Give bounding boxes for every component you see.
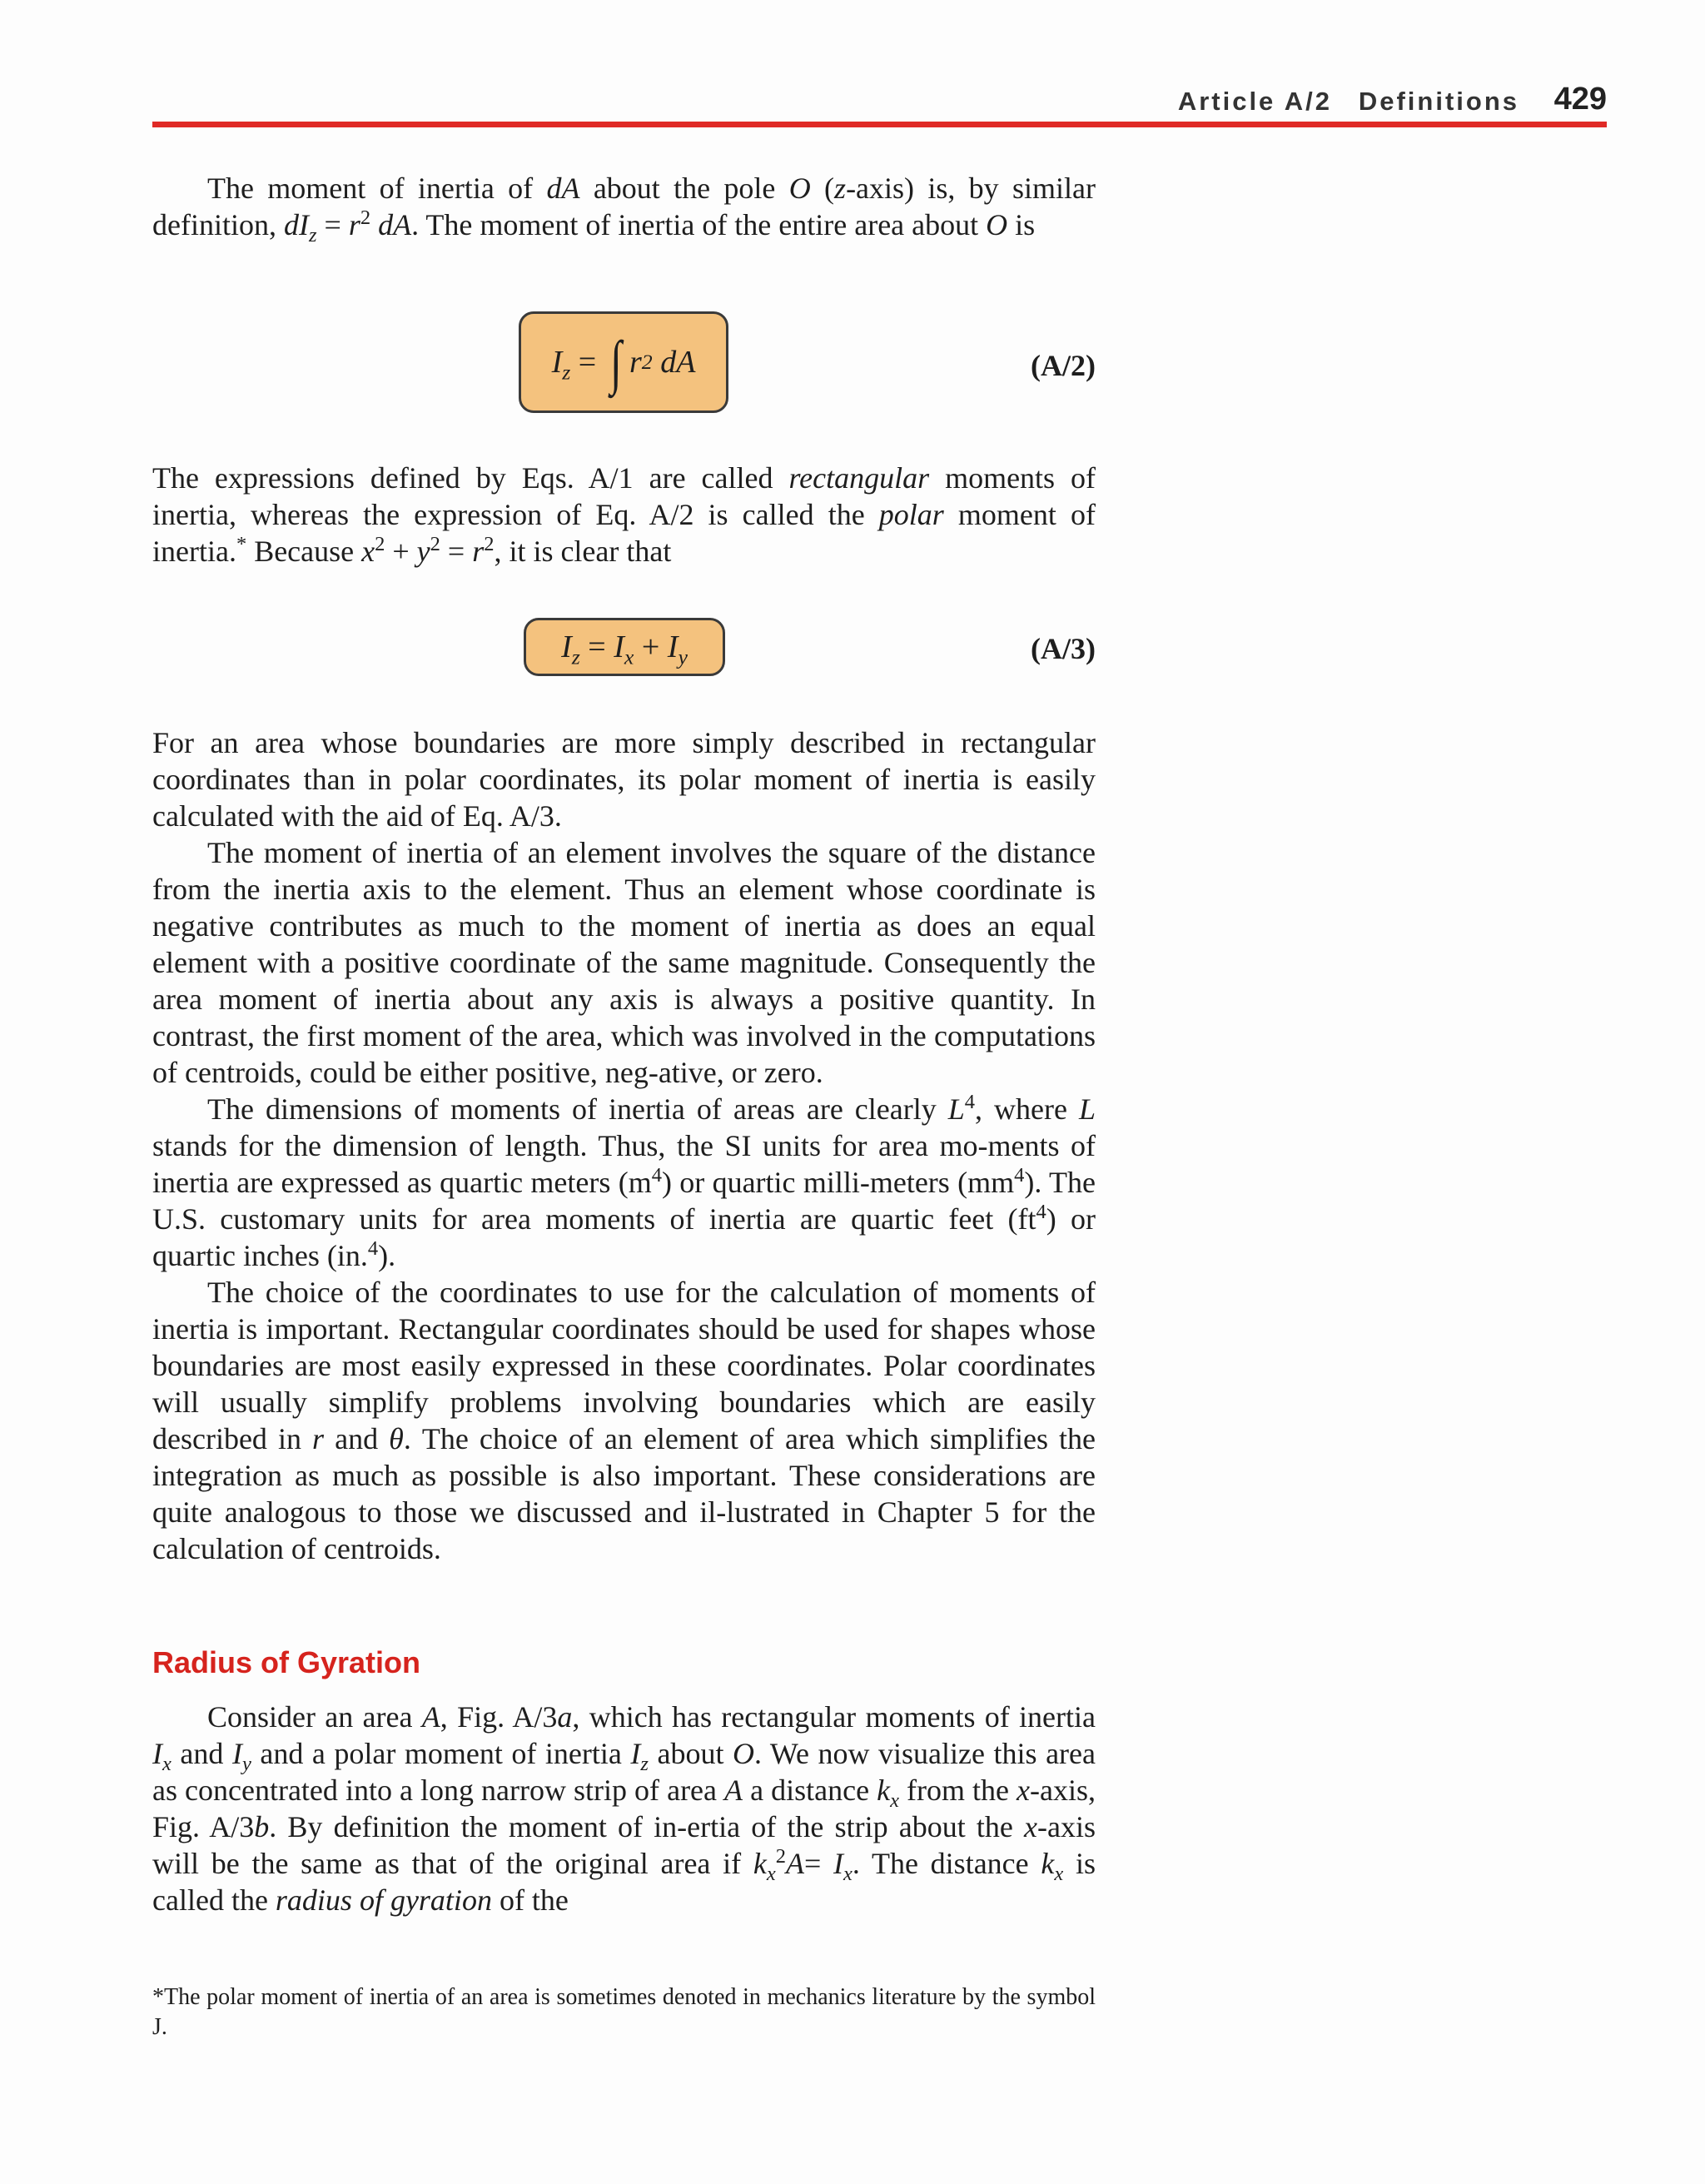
paragraph-text: The moment of inertia of dA about the pole O (z-axis) is, by similar definition, $dI_z = r^2$ dA. The moment of inertia of the entire area about O is (152, 172, 1096, 247)
header-rule (152, 122, 1607, 127)
paragraph-text: The choice of the coordinates to use for the calculation of moments of inertia is important. Rectangular coordinates should be used for shapes whose boundaries are most easily expressed in these coordinates. Polar coordinates will usually simplify problems involving boundaries which are easily described in r and θ. The choice of an element of area which simplifies the integration as much as possible is also important. These considerations are quite analogous to those we discussed and il-lustrated in Chapter 5 for the calculation of centroids. (152, 1276, 1096, 1565)
equation-a2 (152, 308, 1096, 416)
footnote: *The polar moment of inertia of an area is sometimes denoted in mechanics literature by the symbol J. (152, 1984, 1096, 2040)
equation-number: (A/2) (1031, 349, 1096, 382)
main-text (152, 724, 1096, 1567)
paragraph-text: Consider an area A, Fig. A/3a, which has rectangular moments of inertia $I_x$ and $I_y$ and a polar moment of inertia $I_z$ about O. We now visualize this area as concentrated into a long narrow strip of area A a distance $k_x$ from the x-axis, Fig. A/3b. By definition the moment of in-ertia of the strip about the x-axis will be the same as that of the original area if $k_x^2A= I_x$. The distance $k_x$ is called the radius of gyration of the (152, 1700, 1096, 1917)
equation-box: $I_z$ = ∫ r 2 dA (519, 311, 728, 413)
paragraph-1 (152, 170, 1096, 247)
equation-box: $I_z$ = $I_x$ + $I_y$ (524, 618, 725, 676)
article-label: Article A/2 (1177, 87, 1332, 116)
paragraph-2 (152, 460, 1096, 570)
paragraph-text: The dimensions of moments of inertia of areas are clearly $L^4$, where L stands for the dimension of length. Thus, the SI units for area mo-ments of inertia are expressed as quartic meters $(m^4)$ or quartic milli-meters $(mm^4)$. The U.S. customary units for area moments of inertia are quartic feet $(ft^4)$ or quartic inches (in.$^4$). (152, 1091, 1096, 1272)
equation-a3 (152, 614, 1096, 723)
section-heading: Radius of Gyration (152, 1645, 421, 1679)
paragraph-text: For an area whose boundaries are more simply described in rectangular coordinates than in polar coordinates, its polar moment of inertia is easily calculated with the aid of Eq. A/3. (152, 726, 1096, 833)
equation-number: (A/3) (1031, 632, 1096, 665)
radius-of-gyration-text (152, 1699, 1096, 1918)
paragraph-text: The moment of inertia of an element involves the square of the distance from the inertia axis to the element. Thus an element whose coordinate is negative contributes as much to the moment of inertia as does an equal element with a positive coordinate of the same magnitude. Consequently the area moment of inertia about any axis is always a positive quantity. In contrast, the first moment of the area, which was involved in the computations of centroids, could be either positive, neg-ative, or zero. (152, 836, 1096, 1089)
running-header (0, 80, 1607, 122)
section-label: Definitions (1358, 87, 1519, 116)
paragraph-text: The expressions defined by Eqs. A/1 are called rectangular moments of inertia, whereas the expression of Eq. A/2 is called the polar moment of inertia.* Because $x^2 + y^2 = r^2$, it is clear that (152, 461, 1096, 568)
page-number: 429 (1553, 82, 1607, 117)
